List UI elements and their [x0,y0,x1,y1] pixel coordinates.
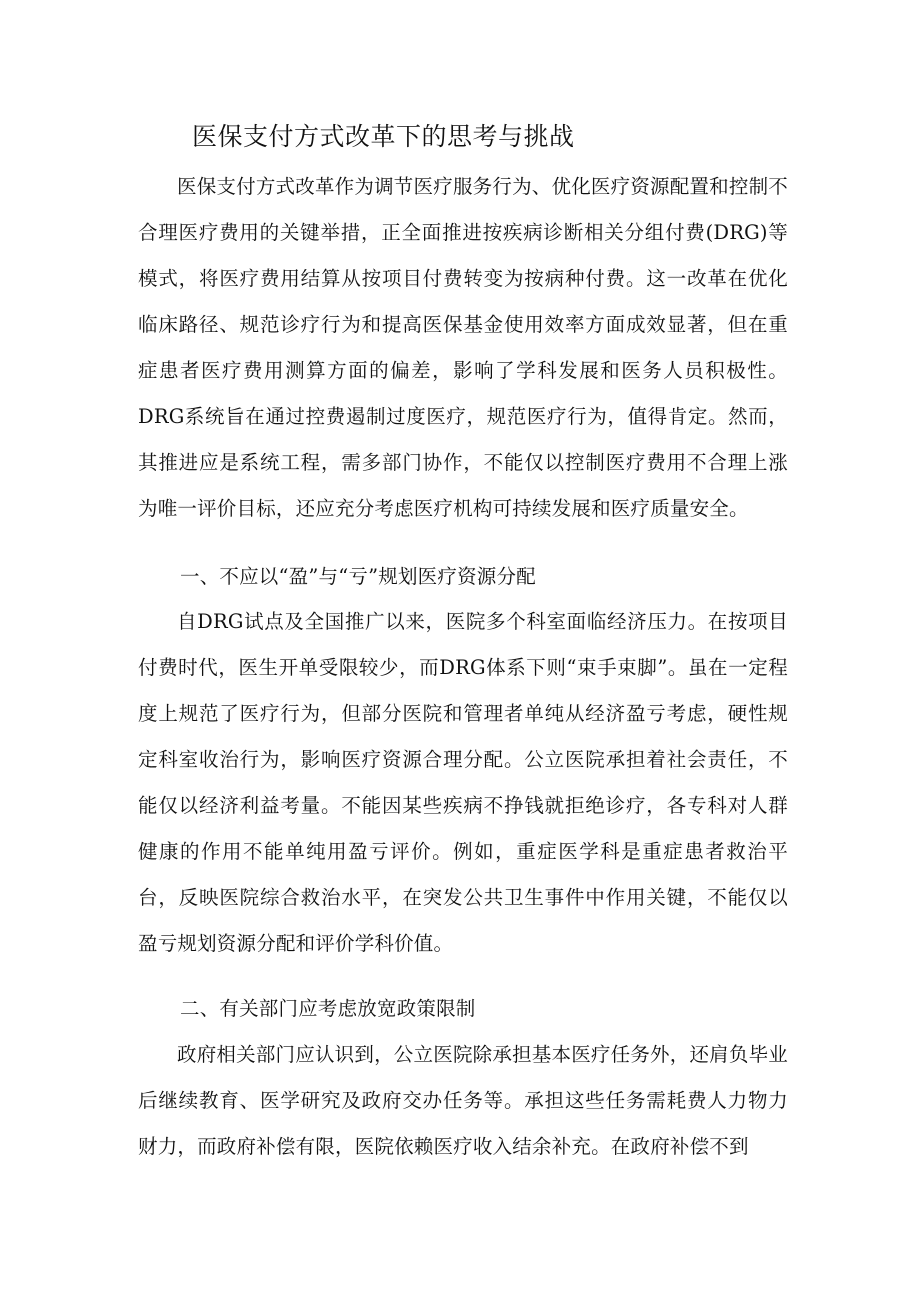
section-heading-1: 一、不应以“盈”与“亏”规划医疗资源分配 [180,565,536,588]
document-title: 医保支付方式改革下的思考与挑战 [192,122,575,151]
section-heading-2: 二、有关部门应考虑放宽政策限制 [180,997,476,1020]
paragraph-section-1: 自DRG试点及全国推广以来，医院多个科室面临经济压力。在按项目付费时代，医生开单受限较少，而DRG体系下则“束手束脚”。虽在一定程度上规范了医疗行为，但部分医院和管理者单纯从经济盈亏考虑，硬性规定科室收治行为，影响医疗资源合理分配。公立医院承担着社会责任，不能仅以经济利益考量。不能因某些疾病不挣钱就拒绝诊疗，各专科对人群健康的作用不能单纯用盈亏评价。例如，重症医学科是重症患者救治平台，反映医院综合救治水平，在突发公共卫生事件中作用关键，不能仅以盈亏规划资源分配和评价学科价值。 [138,610,788,955]
paragraph-section-2: 政府相关部门应认识到，公立医院除承担基本医疗任务外，还肩负毕业后继续教育、医学研究及政府交办任务等。承担这些任务需耗费人力物力财力，而政府补偿有限，医院依赖医疗收入结余补充。在政府补偿不到 [138,1043,788,1158]
paragraph-intro: 医保支付方式改革作为调节医疗服务行为、优化医疗资源配置和控制不合理医疗费用的关键举措，正全面推进按疾病诊断相关分组付费(DRG)等模式，将医疗费用结算从按项目付费转变为按病种付费。这一改革在优化临床路径、规范诊疗行为和提高医保基金使用效率方面成效显著，但在重症患者医疗费用测算方面的偏差，影响了学科发展和医务人员积极性。DRG系统旨在通过控费遏制过度医疗，规范医疗行为，值得肯定。然而，其推进应是系统工程，需多部门协作，不能仅以控制医疗费用不合理上涨为唯一评价目标，还应充分考虑医疗机构可持续发展和医疗质量安全。 [138,175,788,520]
